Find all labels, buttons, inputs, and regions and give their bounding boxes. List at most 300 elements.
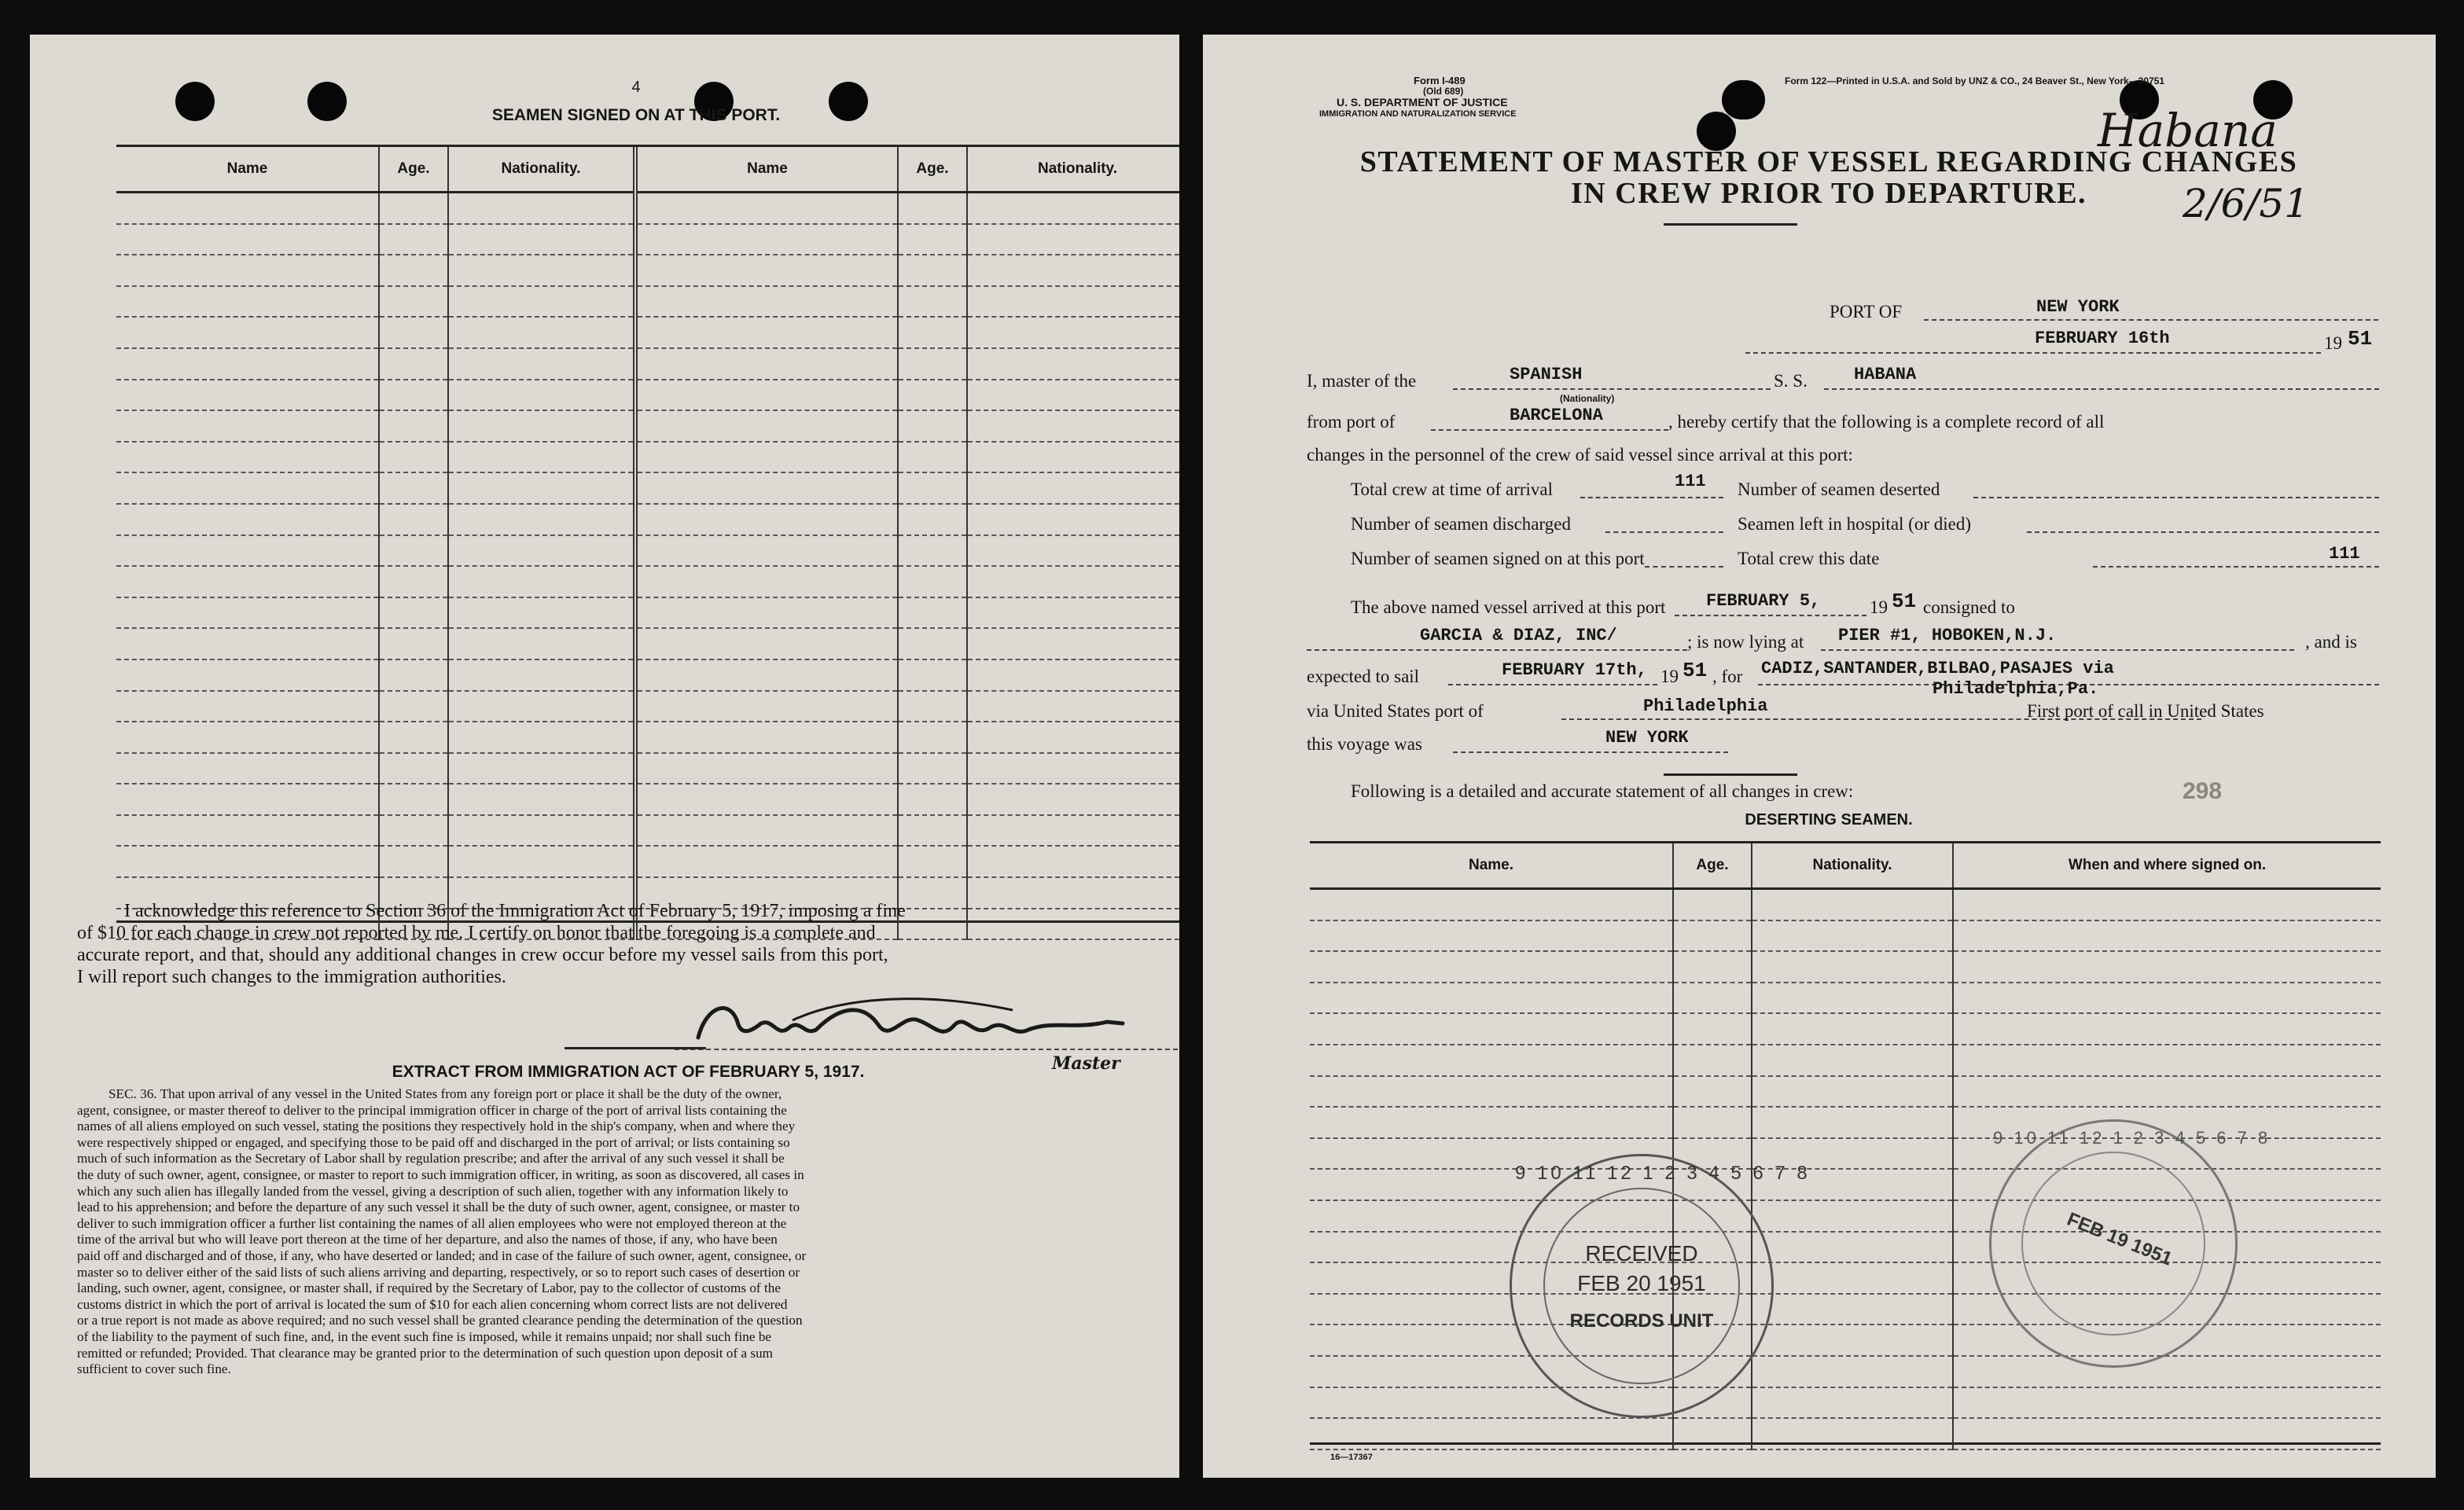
table-row (116, 380, 1179, 411)
col-header-nationality: Nationality. (967, 147, 1179, 193)
table-cell (116, 815, 379, 847)
table-cell (448, 628, 635, 659)
table-cell (379, 380, 448, 411)
total-crew-date-value: 111 (2329, 544, 2360, 564)
table-cell (967, 472, 1179, 504)
table-cell (448, 722, 635, 753)
table-cell (448, 566, 635, 597)
form-old-number: (Old 689) (1423, 86, 1464, 97)
table-cell (898, 846, 967, 877)
table-cell (898, 504, 967, 535)
table-row (116, 566, 1179, 597)
table-cell (635, 753, 898, 784)
extract-line: the duty of such owner, agent, consignee, or master to report to such immigration officer, in writing, as soon as discovered, all cases in (77, 1166, 804, 1182)
discharged-line (1605, 531, 1723, 533)
table-cell (898, 753, 967, 784)
table-cell (898, 380, 967, 411)
table-cell (967, 566, 1179, 597)
arrived-year-value: 51 (1892, 590, 1917, 613)
table-cell (1673, 1418, 1752, 1449)
table-cell (1953, 951, 2381, 983)
table-cell (967, 535, 1179, 567)
received-stamp (1510, 1154, 1811, 1418)
table-cell (1673, 983, 1752, 1014)
table-row (116, 784, 1179, 815)
table-cell (898, 193, 967, 224)
extract-line: lead to his apprehension; and before the departure of any such vessel it shall be the duty of such owner, agent, consignee, or master to (77, 1200, 800, 1215)
table-cell (448, 255, 635, 286)
deserted-line (1973, 497, 2379, 498)
table-cell (898, 815, 967, 847)
table-cell (1752, 1262, 1953, 1294)
table-cell (898, 628, 967, 659)
table-cell (379, 846, 448, 877)
table-row (1310, 951, 2381, 983)
voyage-label: this voyage was (1307, 734, 1422, 754)
table-cell (635, 566, 898, 597)
table-cell (967, 722, 1179, 753)
signed-on-line (1645, 566, 1723, 568)
handwritten-date: 2/6/51 (2183, 181, 2309, 226)
table-cell (967, 784, 1179, 815)
master-of-label: I, master of the (1307, 371, 1417, 391)
certify-text: , hereby certify that the following is a complete record of all (1668, 412, 2105, 432)
table-cell (635, 317, 898, 348)
table-cell (635, 255, 898, 286)
table-cell (635, 286, 898, 318)
table-cell (379, 224, 448, 255)
col-header-nationality: Nationality. (448, 147, 635, 193)
table-cell (1310, 889, 1673, 920)
table-cell (116, 597, 379, 629)
following-label: Following is a detailed and accurate statement of all changes in crew: (1351, 781, 1854, 801)
table-cell (116, 255, 379, 286)
table-cell (967, 846, 1179, 877)
table-cell (1752, 889, 1953, 920)
table-cell (898, 566, 967, 597)
table-row (116, 410, 1179, 442)
table-cell (116, 348, 379, 380)
table-cell (1673, 889, 1752, 920)
table-cell (116, 753, 379, 784)
table-cell (635, 659, 898, 691)
table-cell (1752, 1324, 1953, 1356)
table-row (1310, 1045, 2381, 1076)
voyage-value: NEW YORK (1605, 728, 1689, 748)
table-cell (635, 597, 898, 629)
table-cell (1953, 1387, 2381, 1419)
total-crew-arrival-value: 111 (1675, 472, 1706, 491)
extract-line: master so to deliver either of the said lists of such aliens arriving and departing, respectively, or so to report such cases of desertion or (77, 1264, 800, 1280)
table-cell (967, 224, 1179, 255)
table-cell (448, 224, 635, 255)
col-header-name: Name (116, 147, 379, 193)
table-cell (379, 659, 448, 691)
table-cell (635, 348, 898, 380)
divider (1664, 223, 1797, 226)
table-cell (379, 691, 448, 722)
signature-line (675, 1049, 1178, 1050)
table-cell (448, 410, 635, 442)
table-row (116, 535, 1179, 567)
table-cell (379, 628, 448, 659)
table-cell (379, 472, 448, 504)
table-row (116, 815, 1179, 847)
port-value: NEW YORK (2036, 297, 2120, 317)
table-cell (116, 846, 379, 877)
table-cell (967, 628, 1179, 659)
table-cell (379, 317, 448, 348)
table-cell (967, 380, 1179, 411)
table-cell (635, 784, 898, 815)
table-row (116, 628, 1179, 659)
col-header-age: Age. (379, 147, 448, 193)
table-cell (1673, 1076, 1752, 1108)
table-cell (1953, 1356, 2381, 1387)
table-cell (635, 722, 898, 753)
col-header-when-where: When and where signed on. (1953, 843, 2381, 889)
table-cell (116, 380, 379, 411)
table-cell (1310, 920, 1673, 952)
arrived-value: FEBRUARY 5, (1706, 591, 1821, 611)
port-line (1924, 319, 2378, 321)
table-cell (379, 410, 448, 442)
table-row (116, 846, 1179, 877)
table-cell (1673, 1013, 1752, 1045)
table-row (1310, 1356, 2381, 1387)
master-label: Master (1052, 1053, 1120, 1074)
destination-value-2: Philadelphia,Pa. (1933, 679, 2099, 699)
ship-value: HABANA (1854, 365, 1917, 384)
extract-line: SEC. 36. That upon arrival of any vessel in the United States from any foreign port or place it shall be the duty of the owner, (108, 1086, 782, 1101)
table-row (116, 317, 1179, 348)
year-prefix: 19 (2324, 333, 2342, 353)
arrived-year-prefix: 19 (1870, 597, 1888, 617)
table-cell (1953, 1418, 2381, 1449)
extract-line: or a true report is not made as above required; and no such vessel shall be granted clearance pending the determination of the question (77, 1313, 803, 1328)
table-row (116, 472, 1179, 504)
table-cell (448, 380, 635, 411)
lying-label: ; is now lying at (1687, 632, 1804, 652)
master-signature (682, 983, 1154, 1053)
table-cell (898, 659, 967, 691)
extract-line: of the liability to the payment of such fine, and, in the event such fine is imposed, while it remains unpaid; nor shall such fine be (77, 1328, 772, 1344)
form-title-line2: IN CREW PRIOR TO DEPARTURE. (1570, 177, 2087, 210)
seamen-signed-on-table (116, 145, 1179, 923)
table-cell (635, 410, 898, 442)
table-cell (898, 597, 967, 629)
table-cell (379, 784, 448, 815)
table-row (116, 722, 1179, 753)
extract-line: agent, consignee, or master thereof to deliver to the principal immigration officer in charge of the port of arrival lists containing the (77, 1102, 787, 1118)
from-port-label: from port of (1307, 412, 1396, 432)
table-row (1310, 1076, 2381, 1108)
table-cell (116, 784, 379, 815)
table-cell (1752, 1356, 1953, 1387)
table-cell (116, 193, 379, 224)
table-row (116, 286, 1179, 318)
table-cell (898, 348, 967, 380)
table-cell (1953, 1045, 2381, 1076)
table-cell (635, 193, 898, 224)
col-header-name: Name. (1310, 843, 1673, 889)
table-cell (967, 317, 1179, 348)
handwritten-ship-name: Habana (2098, 104, 2278, 157)
table-cell (116, 317, 379, 348)
table-cell (448, 442, 635, 473)
from-port-line (1431, 429, 1668, 431)
table-cell (448, 784, 635, 815)
table-cell (448, 472, 635, 504)
stamped-number: 298 (2183, 778, 2223, 804)
table-cell (448, 193, 635, 224)
table-cell (635, 380, 898, 411)
table-cell (635, 224, 898, 255)
table-row (116, 348, 1179, 380)
table-row (1310, 1324, 2381, 1356)
col-header-age: Age. (1673, 843, 1752, 889)
table-cell (1752, 951, 1953, 983)
sail-line (1448, 684, 1657, 685)
table-cell (379, 535, 448, 567)
table-cell (379, 504, 448, 535)
nationality-line (1453, 388, 1771, 390)
table-cell (967, 348, 1179, 380)
changes-text: changes in the personnel of the crew of said vessel since arrival at this port: (1307, 445, 1853, 465)
signed-on-label: Number of seamen signed on at this port (1351, 549, 1645, 568)
table-cell (635, 504, 898, 535)
table-row (1310, 983, 2381, 1014)
ack-line: of $10 for each change in crew not reported by me. I certify on honor that the foregoing is a complete and (77, 923, 876, 943)
table-cell (1310, 1045, 1673, 1076)
table-row (116, 442, 1179, 473)
table-cell (898, 784, 967, 815)
stamp-clock-digits: 9 10 11 12 1 2 3 4 5 6 7 8 (1993, 1128, 2271, 1148)
table-cell (898, 224, 967, 255)
year-value: 51 (2348, 327, 2373, 351)
table-cell (898, 317, 967, 348)
stamp-clock-digits: 9 10 11 12 1 2 3 4 5 6 7 8 (1515, 1163, 1811, 1184)
total-crew-date-label: Total crew this date (1738, 549, 1880, 568)
table-cell (967, 597, 1179, 629)
table-cell (1673, 920, 1752, 952)
table-cell (379, 753, 448, 784)
table-cell (116, 472, 379, 504)
table-cell (898, 691, 967, 722)
table-cell (379, 815, 448, 847)
right-page (1203, 35, 2436, 1478)
extract-line: time of the arrival but who will leave port thereon at the time of her departure, and also the names of those, if any, who have been (77, 1232, 778, 1247)
extract-line: names of all aliens employed on such vessel, stating the positions they respectively hold in the ship's company, when and where they (77, 1119, 796, 1134)
acknowledgement-text (77, 900, 1179, 988)
table-cell (1752, 1294, 1953, 1325)
ship-line (1824, 388, 2379, 390)
section-title: SEAMEN SIGNED ON AT THIS PORT. (491, 106, 781, 124)
table-cell (448, 286, 635, 318)
extract-line: remitted or refunded; Provided. That clearance may be granted prior to the determination of such question upon deposit of a sum (77, 1345, 774, 1361)
deserting-title: DESERTING SEAMEN. (1745, 811, 1913, 828)
table-cell (1310, 951, 1673, 983)
table-cell (1310, 1107, 1673, 1138)
divider (1664, 773, 1797, 776)
table-cell (635, 846, 898, 877)
table-cell (1953, 983, 2381, 1014)
table-cell (379, 348, 448, 380)
table-cell (1953, 1076, 2381, 1108)
table-cell (116, 722, 379, 753)
stamp-records-unit: RECORDS UNIT (1569, 1310, 1714, 1332)
table-cell (1752, 1013, 1953, 1045)
ack-line: accurate report, and that, should any additional changes in crew occur before my vessel sails from this port, (77, 945, 888, 965)
table-cell (967, 255, 1179, 286)
departure-stamp (1989, 1119, 2271, 1368)
table-cell (967, 193, 1179, 224)
table-cell (448, 846, 635, 877)
and-is-label: , and is (2305, 632, 2357, 652)
voyage-line (1453, 751, 1728, 753)
nationality-caption: (Nationality) (1560, 393, 1615, 404)
sail-value: FEBRUARY 17th, (1502, 660, 1647, 680)
extract-line: paid off and discharged and of those, if any, who have deserted or landed; and in case of the failure of such owner, agent, consignee, or (77, 1247, 807, 1263)
table-cell (448, 317, 635, 348)
table-cell (379, 193, 448, 224)
ack-line: I acknowledge this reference to Section 36 of the Immigration Act of February 5, 1917, imposing a fine (124, 901, 906, 921)
hospital-line (2027, 531, 2379, 533)
table-cell (1752, 1076, 1953, 1108)
table-cell (448, 597, 635, 629)
table-cell (967, 753, 1179, 784)
table-cell (116, 286, 379, 318)
table-cell (116, 410, 379, 442)
table-cell (898, 472, 967, 504)
table-cell (635, 815, 898, 847)
date-value: FEBRUARY 16th (2035, 329, 2170, 348)
table-cell (116, 566, 379, 597)
destination-value: CADIZ,SANTANDER,BILBAO,PASAJES via (1761, 659, 2114, 678)
table-row (116, 193, 1179, 224)
col-header-age: Age. (898, 147, 967, 193)
extract-line: much of such information as the Secretary of Labor shall by regulation prescribe; and after the arrival of any such vessel it shall be (77, 1151, 785, 1166)
table-row (1310, 1013, 2381, 1045)
table-row (116, 504, 1179, 535)
table-cell (379, 597, 448, 629)
table-cell (1752, 1387, 1953, 1419)
sail-year-prefix: 19 (1660, 667, 1679, 686)
table-cell (1673, 1107, 1752, 1138)
extract-line: which any such alien has illegally landed from the vessel, giving a description of such alien, together with any information likely to (77, 1183, 789, 1199)
table-cell (116, 628, 379, 659)
col-header-nationality: Nationality. (1752, 843, 1953, 889)
table-cell (1752, 1200, 1953, 1232)
department: U. S. DEPARTMENT OF JUSTICE (1337, 96, 1508, 108)
table-cell (379, 286, 448, 318)
consignee-line (1307, 649, 1687, 651)
table-cell (898, 442, 967, 473)
table-cell (448, 504, 635, 535)
ack-line: I will report such changes to the immigration authorities. (77, 967, 506, 987)
table-cell (448, 535, 635, 567)
left-page (30, 35, 1179, 1478)
via-label: via United States port of (1307, 701, 1484, 721)
table-cell (1752, 1232, 1953, 1263)
punch-hole (1722, 80, 1761, 119)
arrived-line (1675, 615, 1866, 616)
table-cell (1310, 1076, 1673, 1108)
table-row (1310, 1387, 2381, 1419)
table-row (116, 753, 1179, 784)
table-row (116, 255, 1179, 286)
table-cell (967, 691, 1179, 722)
table-cell (898, 535, 967, 567)
for-label: , for (1712, 667, 1743, 686)
arrived-label: The above named vessel arrived at this port (1351, 597, 1666, 617)
divider (565, 1047, 706, 1049)
table-cell (1310, 983, 1673, 1014)
total-crew-date-line (2093, 566, 2379, 568)
table-cell (967, 815, 1179, 847)
stamp-received-date: FEB 20 1951 (1577, 1271, 1706, 1295)
table-cell (116, 659, 379, 691)
discharged-label: Number of seamen discharged (1351, 514, 1571, 534)
table-row (116, 224, 1179, 255)
table-cell (116, 691, 379, 722)
hospital-label: Seamen left in hospital (or died) (1738, 514, 1972, 534)
pier-line (1821, 649, 2294, 651)
consignee-value: GARCIA & DIAZ, INC/ (1420, 626, 1617, 645)
nationality-value: SPANISH (1510, 365, 1583, 384)
form-number: Form I-489 (1414, 75, 1466, 86)
extract-line: landing, such owner, agent, consignee, or master shall, if required by the Secretary of Labor, pay to the collector of customs of the (77, 1280, 781, 1296)
table-cell (1310, 1418, 1673, 1449)
table-cell (967, 286, 1179, 318)
col-header-name: Name (635, 147, 898, 193)
table-cell (379, 255, 448, 286)
via-value: Philadelphia (1643, 696, 1768, 716)
extract-text (77, 1086, 1179, 1378)
table-cell (448, 348, 635, 380)
table-cell (967, 410, 1179, 442)
table-cell (967, 659, 1179, 691)
first-port-label: First port of call in United States (2027, 701, 2264, 721)
table-cell (1752, 920, 1953, 952)
table-row (116, 597, 1179, 629)
table-cell (379, 566, 448, 597)
table-cell (1673, 951, 1752, 983)
table-cell (448, 691, 635, 722)
expected-label: expected to sail (1307, 667, 1420, 686)
footer-code: 16—17367 (1330, 1453, 1373, 1462)
table-cell (379, 722, 448, 753)
table-cell (635, 628, 898, 659)
table-cell (1752, 1045, 1953, 1076)
service: IMMIGRATION AND NATURALIZATION SERVICE (1319, 109, 1517, 119)
table-cell (635, 535, 898, 567)
total-crew-arrival-label: Total crew at time of arrival (1351, 479, 1554, 499)
port-label: PORT OF (1830, 302, 1903, 321)
extract-line: were respectively shipped or engaged, and specifying those to be paid off and discharged in the port of arrival; or lists containing so (77, 1134, 790, 1150)
extract-line: customs district in which the port of arrival is located the sum of $10 for each alien concerning whom correct lists are not delivered (77, 1296, 788, 1312)
table-cell (898, 410, 967, 442)
table-cell (898, 286, 967, 318)
table-cell (1673, 1045, 1752, 1076)
table-cell (1752, 1418, 1953, 1449)
table-cell (1310, 1013, 1673, 1045)
table-row (1310, 920, 2381, 952)
sail-year-value: 51 (1683, 659, 1708, 682)
table-cell (448, 753, 635, 784)
table-cell (448, 659, 635, 691)
table-cell (967, 442, 1179, 473)
